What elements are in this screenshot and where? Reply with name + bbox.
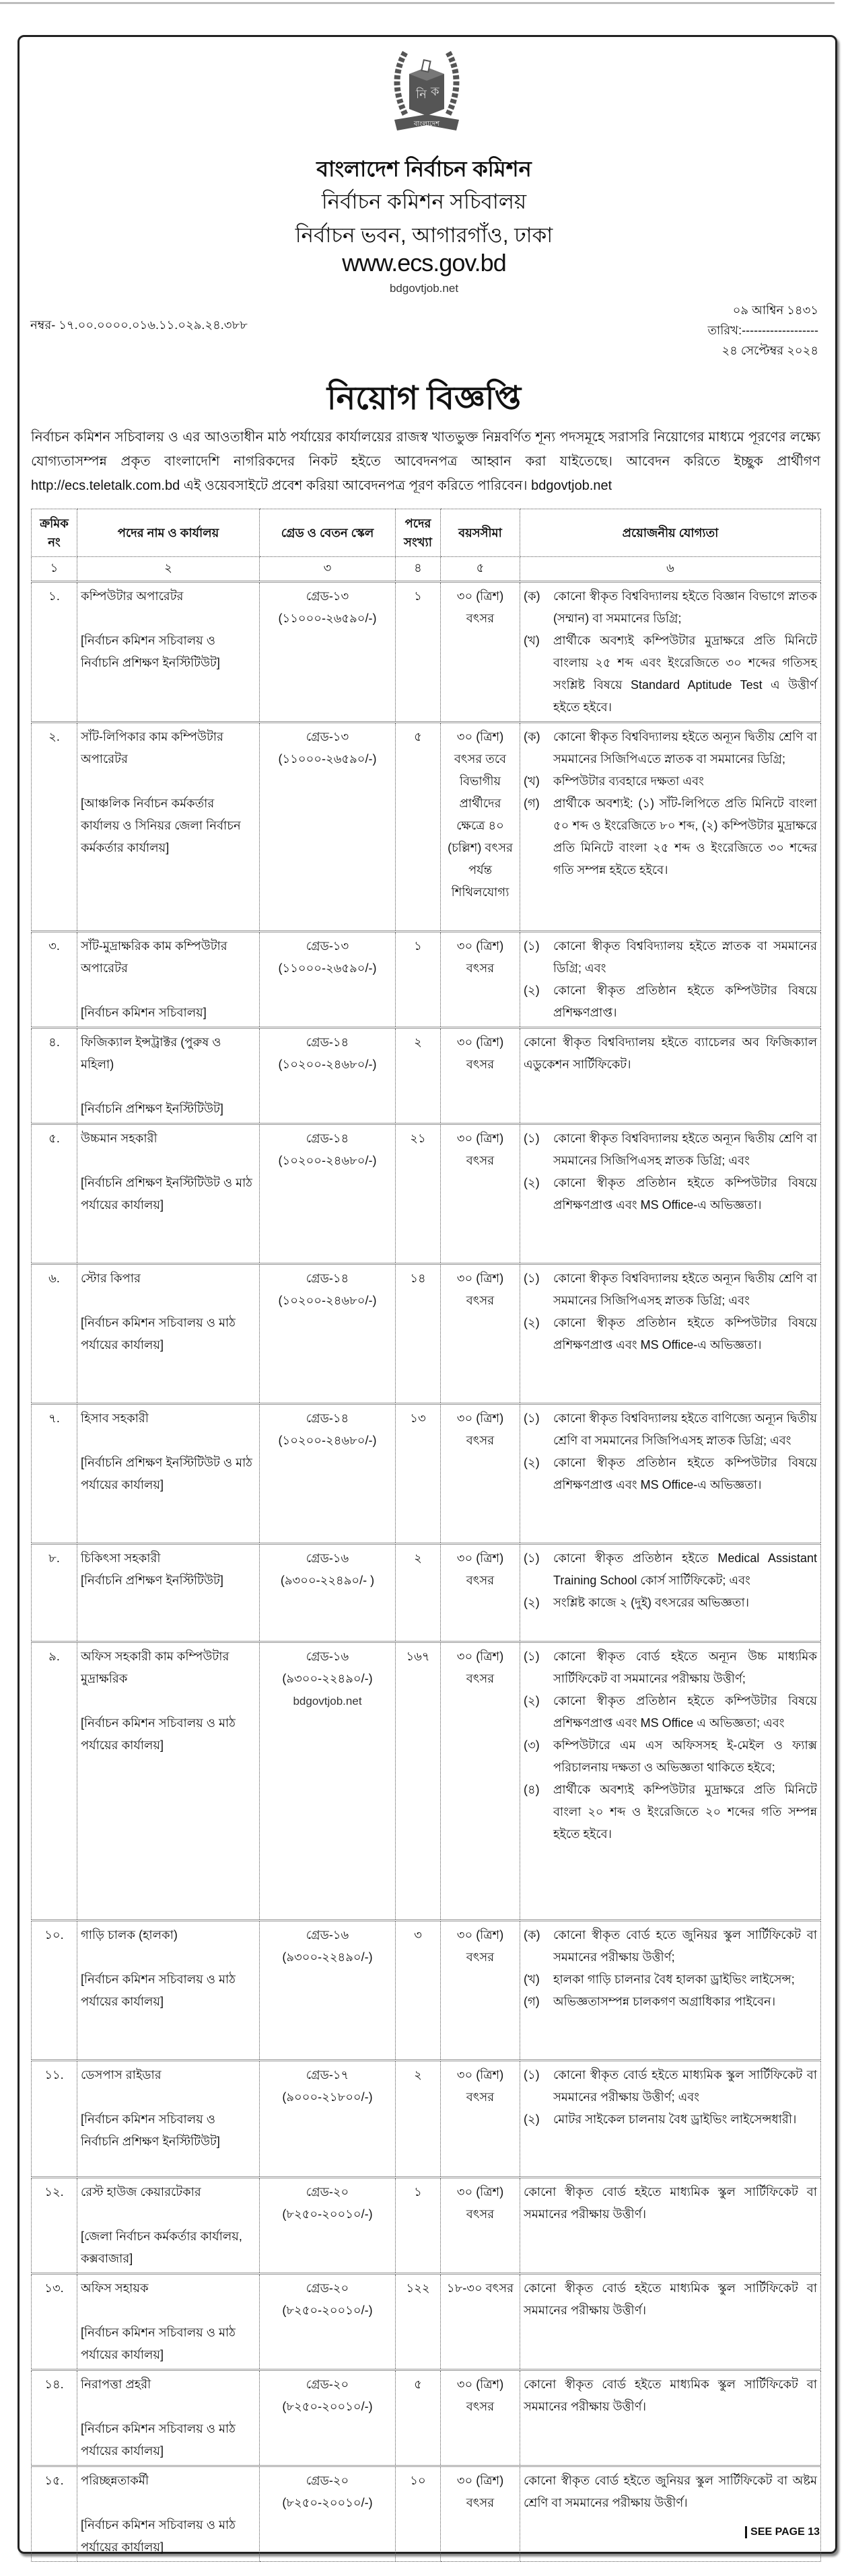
qualification-text: কোনো স্বীকৃত বোর্ড হইতে জুনিয়র স্কুল সার্টিফিকেট বা অষ্টম শ্রেণি বা সমমানের পরীক্ষায় উত্তীর্ণ। — [524, 2474, 817, 2509]
qualification-cell — [520, 1921, 821, 2061]
grade-cell — [260, 1264, 396, 1404]
grade-cell — [260, 1028, 396, 1124]
column-number: ৪ — [396, 557, 441, 582]
grade: গ্রেড-২০ — [306, 2185, 349, 2199]
posts-count-cell: ১ — [396, 2178, 441, 2274]
grade: গ্রেড-১৩ — [306, 939, 349, 953]
qualification-item — [524, 793, 817, 881]
table-row — [32, 1404, 821, 1544]
qualification-text: কোনো স্বীকৃত প্রতিষ্ঠান হইতে কম্পিউটার বিষয়ে প্রশিক্ষণপ্রাপ্ত এবং MS Office-এ অভিজ্ঞতা। — [553, 1456, 817, 1492]
qualification-text: কোনো স্বীকৃত বোর্ড হইতে মাধ্যমিক স্কুল সার্টিফিকেট বা সমমানের পরীক্ষায় উত্তীর্ণ। — [524, 2281, 817, 2317]
qualification-text: প্রার্থীকে অবশ্যই: (১) সাঁট-লিপিতে প্রতি মিনিটে বাংলা ৫০ শব্দ ও ইংরেজিতে ৮০ শব্দ, (২) কম্পিউটার মুদ্রাক্ষরে প্রতি মিনিটে বাংলা ২৫ শব্দ ও ইংরেজিতে ৩০ শব্দের গতি সম্পন্ন হইতে হইবে। — [553, 797, 817, 877]
posts-count-cell: ১৩ — [396, 1404, 441, 1544]
grade-cell — [260, 582, 396, 723]
qualification-item — [524, 1779, 817, 1845]
qualification-text: কোনো স্বীকৃত প্রতিষ্ঠান হইতে Medical Assistant Training School কোর্স সার্টিফিকেট; এবং — [553, 1551, 817, 1587]
post-office: [নির্বাচন কমিশন সচিবালয় ও নির্বাচনি প্রশিক্ষণ ইনস্টিটিউট] — [81, 2112, 220, 2148]
qualification-item — [524, 1968, 817, 1991]
qualification-marker: (গ) — [524, 1995, 540, 2008]
qualification-item — [524, 1452, 817, 1496]
grade: গ্রেড-১৪ — [306, 1272, 349, 1285]
posts-count-cell: ১ — [396, 932, 441, 1028]
column-number: ১ — [32, 557, 77, 582]
qualification-text: কোনো স্বীকৃত বিশ্ববিদ্যালয় হইতে অন্যূন দ্বিতীয় শ্রেণি বা সমমানের সিজিপিএতে স্নাতক বা সমমানের ডিগ্রি; — [553, 730, 817, 766]
pay-scale: (৯৩০০-২২৪৯০/-) — [282, 1950, 373, 1964]
watermark: bdgovtjob.net — [293, 1695, 362, 1707]
qualification-item — [524, 1128, 817, 1172]
qualification-cell — [520, 1124, 821, 1264]
qualification-marker: (গ) — [524, 797, 540, 810]
grade: গ্রেড-২০ — [306, 2474, 349, 2487]
date-label: তারিখ:------------------- — [707, 324, 818, 337]
qualification-cell — [520, 2061, 821, 2178]
table-row — [32, 2466, 821, 2562]
posts-count-cell: ২১ — [396, 1124, 441, 1264]
post-cell — [77, 1404, 260, 1544]
serial-cell: ৯. — [32, 1642, 77, 1921]
qualification-item — [524, 1172, 817, 1216]
qualification-marker: (১) — [524, 939, 540, 953]
qualification-marker: (ক) — [524, 1928, 540, 1942]
top-divider — [0, 2, 835, 4]
grade: গ্রেড-১৬ — [306, 1650, 349, 1663]
qualification-item — [524, 1592, 817, 1614]
table-row — [32, 1921, 821, 2061]
qualification-item — [524, 1924, 817, 1968]
qualification-text: কোনো স্বীকৃত বোর্ড হইতে মাধ্যমিক স্কুল সার্টিফিকেট বা সমমানের পরীক্ষায় উত্তীর্ণ। — [524, 2185, 817, 2221]
table-row — [32, 932, 821, 1028]
age-limit-cell: ৩০ (ত্রিশ) বৎসর — [441, 2466, 520, 2562]
election-commission-logo — [385, 47, 468, 135]
grade-cell — [260, 2178, 396, 2274]
post-name: হিসাব সহকারী — [81, 1411, 149, 1425]
posts-count-cell: ১৪ — [396, 1264, 441, 1404]
qualification-text: কোনো স্বীকৃত বিশ্ববিদ্যালয় হইতে বিজ্ঞান বিভাগে স্নাতক (সম্মান) বা সমমানের ডিগ্রি; — [553, 589, 817, 625]
qualification-marker: (১) — [524, 1132, 540, 1145]
qualification-item — [524, 2064, 817, 2108]
age-limit-cell: ৩০ (ত্রিশ) বৎসর — [441, 1642, 520, 1921]
post-name: সাঁট-লিপিকার কাম কম্পিউটার অপারেটর — [81, 730, 223, 766]
qualification-text: প্রার্থীকে অবশ্যই কম্পিউটার মুদ্রাক্ষরে প্রতি মিনিটে বাংলা ২০ শব্দ ও ইংরেজিতে ২০ শব্দের গতি সম্পন্ন হইতে হইবে। — [553, 1783, 817, 1841]
posts-count-cell: ১২২ — [396, 2274, 441, 2370]
qualification-item — [524, 1734, 817, 1779]
grade-cell — [260, 723, 396, 932]
serial-cell: ৪. — [32, 1028, 77, 1124]
qualification-text: কোনো স্বীকৃত বিশ্ববিদ্যালয় হইতে স্নাতক বা সমমানের ডিগ্রি; এবং — [553, 939, 817, 975]
vacancy-table — [31, 509, 821, 2562]
pay-scale: (১০২০০-২৪৬৮০/-) — [278, 1154, 377, 1167]
age-limit-cell: ৩০ (ত্রিশ) বৎসর — [441, 932, 520, 1028]
post-name: পরিচ্ছন্নতাকর্মী — [81, 2474, 149, 2487]
serial-cell: ৩. — [32, 932, 77, 1028]
svg-text:ক: ক — [431, 85, 439, 98]
post-cell — [77, 1124, 260, 1264]
qualification-marker: (২) — [524, 984, 540, 997]
post-office: [নির্বাচনি প্রশিক্ষণ ইনস্টিটিউট] — [81, 1574, 223, 1587]
pay-scale: (৯০০০-২১৮০০/-) — [282, 2090, 373, 2104]
qualification-marker: (২) — [524, 1176, 540, 1189]
qualification-cell — [520, 1028, 821, 1124]
grade-cell — [260, 1642, 396, 1921]
qualification-item — [524, 980, 817, 1024]
posts-count-cell: ২ — [396, 1028, 441, 1124]
qualification-marker: (খ) — [524, 1973, 540, 1986]
serial-cell: ১০. — [32, 1921, 77, 2061]
post-cell — [77, 582, 260, 723]
qualification-text: কোনো স্বীকৃত প্রতিষ্ঠান হইতে কম্পিউটার বিষয়ে প্রশিক্ষণপ্রাপ্ত এবং MS Office এ অভিজ্ঞতা; এবং — [553, 1694, 817, 1730]
qualification-item — [524, 726, 817, 770]
posts-count-cell: ১০ — [396, 2466, 441, 2562]
date-bangla: ০৯ আশ্বিন ১৪৩১ — [732, 303, 818, 317]
posts-count-cell: ৩ — [396, 1921, 441, 2061]
header-grade: গ্রেড ও বেতন স্কেল — [260, 509, 396, 557]
qualification-text: মোটর সাইকেল চালনায় বৈধ ড্রাইভিং লাইসেন্সধারী। — [553, 2112, 797, 2126]
post-cell — [77, 723, 260, 932]
qualification-item — [524, 1547, 817, 1592]
post-name: কম্পিউটার অপারেটর — [81, 589, 184, 603]
qualification-cell — [520, 1544, 821, 1642]
age-limit-cell: ৩০ (ত্রিশ) বৎসর — [441, 1264, 520, 1404]
qualification-text: কোনো স্বীকৃত প্রতিষ্ঠান হইতে কম্পিউটার বিষয়ে প্রশিক্ষণপ্রাপ্ত এবং MS Office-এ অভিজ্ঞতা। — [553, 1316, 817, 1352]
watermark: bdgovtjob.net — [389, 282, 459, 295]
qualification-marker: (ক) — [524, 589, 540, 603]
qualification-text: কোনো স্বীকৃত বোর্ড হতে জুনিয়র স্কুল সার্টিফিকেট বা সমমানের পরীক্ষায় উত্তীর্ণ; — [553, 1928, 817, 1964]
qualification-item — [524, 1646, 817, 1690]
qualification-cell — [520, 1264, 821, 1404]
grade-cell — [260, 932, 396, 1028]
pay-scale: (১১০০০-২৬৫৯০/-) — [278, 961, 377, 975]
age-limit-cell: ৩০ (ত্রিশ) বৎসর — [441, 2061, 520, 2178]
date-english: ২৪ সেপ্টেম্বর ২০২৪ — [721, 344, 818, 357]
column-number: ৩ — [260, 557, 396, 582]
post-name: ডেসপাস রাইডার — [81, 2068, 162, 2082]
qualification-marker: (২) — [524, 1456, 540, 1469]
grade-cell — [260, 1124, 396, 1264]
qualification-marker: (৩) — [524, 1738, 540, 1752]
post-cell — [77, 2178, 260, 2274]
grade-cell — [260, 2370, 396, 2466]
qualification-item — [524, 770, 817, 793]
qualification-marker: (ক) — [524, 730, 540, 743]
qualification-text: কম্পিউটারে এম এস অফিসসহ ই-মেইল ও ফ্যাক্স পরিচালনায় দক্ষতা ও অভিজ্ঞতা থাকিতে হইবে; — [553, 1738, 817, 1774]
qualification-text: কোনো স্বীকৃত প্রতিষ্ঠান হইতে কম্পিউটার বিষয়ে প্রশিক্ষণপ্রাপ্ত। — [553, 984, 817, 1019]
posts-count-cell: ২ — [396, 1544, 441, 1642]
table-row — [32, 2274, 821, 2370]
qualification-text: কোনো স্বীকৃত বোর্ড হইতে মাধ্যমিক স্কুল সার্টিফিকেট বা সমমানের পরীক্ষায় উত্তীর্ণ। — [524, 2378, 817, 2413]
post-cell — [77, 2466, 260, 2562]
qualification-text: হালকা গাড়ি চালনার বৈধ হালকা ড্রাইভিং লাইসেন্স; — [553, 1973, 795, 1986]
qualification-text: অভিজ্ঞতাসম্পন্ন চালকগণ অগ্রাধিকার পাইবেন। — [553, 1995, 776, 2008]
address: নির্বাচন ভবন, আগারগাঁও, ঢাকা — [295, 223, 553, 247]
table-row — [32, 723, 821, 932]
age-limit-cell: ৩০ (ত্রিশ) বৎসর — [441, 1404, 520, 1544]
qualification-text: কম্পিউটার ব্যবহারে দক্ষতা এবং — [553, 774, 704, 788]
grade-cell — [260, 1544, 396, 1642]
grade: গ্রেড-১৬ — [306, 1928, 349, 1942]
qualification-item — [524, 1991, 817, 2013]
serial-cell: ১. — [32, 582, 77, 723]
post-office: [নির্বাচনি প্রশিক্ষণ ইনস্টিটিউট] — [81, 1102, 223, 1115]
table-row — [32, 1544, 821, 1642]
pay-scale: (৯৩০০-২২৪৯০/-) — [282, 1672, 373, 1685]
serial-cell: ৬. — [32, 1264, 77, 1404]
svg-text:নি: নি — [416, 87, 427, 101]
qualification-item — [524, 935, 817, 980]
pay-scale: (৯৩০০-২২৪৯০/- ) — [280, 1574, 375, 1587]
pay-scale: (১০২০০-২৪৬৮০/-) — [278, 1434, 377, 1447]
post-cell — [77, 2274, 260, 2370]
grade: গ্রেড-১৪ — [306, 1411, 349, 1425]
grade: গ্রেড-১৪ — [306, 1035, 349, 1049]
memo-number: নম্বর- ১৭.০০.০০০০.০১৬.১১.০২৯.২৪.৩৮৮ — [30, 318, 248, 332]
qualification-marker: (১) — [524, 2068, 540, 2082]
qualification-item — [524, 1312, 817, 1356]
post-name: সাঁট-মুদ্রাক্ষরিক কাম কম্পিউটার অপারেটর — [81, 939, 227, 975]
grade-cell — [260, 1921, 396, 2061]
qualification-text: কোনো স্বীকৃত বোর্ড হইতে অন্যূন উচ্চ মাধ্যমিক সার্টিফিকেট বা সমমানের পরীক্ষায় উত্তীর্ণ; — [553, 1650, 817, 1685]
website[interactable]: www.ecs.gov.bd — [342, 249, 506, 277]
grade: গ্রেড-১৭ — [306, 2068, 349, 2082]
post-name: উচ্চমান সহকারী — [81, 1132, 157, 1145]
grade-cell — [260, 2274, 396, 2370]
column-number-row — [32, 557, 821, 582]
header-serial: ক্রমিক নং — [32, 509, 77, 557]
serial-cell: ২. — [32, 723, 77, 932]
table-row — [32, 1028, 821, 1124]
qualification-item — [524, 630, 817, 719]
serial-cell: ১৩. — [32, 2274, 77, 2370]
qualification-text: কোনো স্বীকৃত বিশ্ববিদ্যালয় হইতে বাণিজ্যে অন্যূন দ্বিতীয় শ্রেণি বা সমমানের সিজিপিএসহ স্নাতক ডিগ্রি; এবং — [553, 1411, 817, 1447]
serial-cell: ১৫. — [32, 2466, 77, 2562]
post-cell — [77, 1028, 260, 1124]
qualification-text: কোনো স্বীকৃত বোর্ড হইতে মাধ্যমিক স্কুল সার্টিফিকেট বা সমমানের পরীক্ষায় উত্তীর্ণ; এবং — [553, 2068, 817, 2104]
date-block — [708, 300, 819, 361]
post-office: [নির্বাচনি প্রশিক্ষণ ইনস্টিটিউট ও মাঠ পর্যায়ের কার্যালয়] — [81, 1176, 252, 1212]
notice-title: নিয়োগ বিজ্ঞপ্তি — [326, 381, 522, 416]
posts-count-cell: ২ — [396, 2061, 441, 2178]
post-office: [নির্বাচন কমিশন সচিবালয় ও নির্বাচনি প্রশিক্ষণ ইনস্টিটিউট] — [81, 634, 220, 669]
serial-cell: ৮. — [32, 1544, 77, 1642]
qualification-item — [524, 585, 817, 630]
qualification-item — [524, 1267, 817, 1312]
post-name: নিরাপত্তা প্রহরী — [81, 2378, 151, 2391]
pay-scale: (৮২৫০-২০০১০/-) — [282, 2496, 373, 2509]
post-office: [নির্বাচন কমিশন সচিবালয় ও মাঠ পর্যায়ের কার্যালয়] — [81, 2422, 236, 2458]
age-limit-cell: ৩০ (ত্রিশ) বৎসর — [441, 1921, 520, 2061]
qualification-cell — [520, 2274, 821, 2370]
qualification-cell — [520, 2178, 821, 2274]
grade: গ্রেড-১৬ — [306, 1551, 349, 1565]
age-limit-cell: ৩০ (ত্রিশ) বৎসর — [441, 1124, 520, 1264]
table-row — [32, 1264, 821, 1404]
posts-count-cell: ১ — [396, 582, 441, 723]
post-office: [নির্বাচন কমিশন সচিবালয় ও মাঠ পর্যায়ের কার্যালয়] — [81, 2518, 236, 2554]
see-page-note: SEE PAGE 13 — [745, 2526, 820, 2538]
pay-scale: (১১০০০-২৬৫৯০/-) — [278, 752, 377, 766]
header-post: পদের নাম ও কার্যালয় — [77, 509, 260, 557]
table-row — [32, 1642, 821, 1921]
qualification-cell — [520, 2370, 821, 2466]
qualification-text: কোনো স্বীকৃত বিশ্ববিদ্যালয় হইতে অন্যূন দ্বিতীয় শ্রেণি বা সমমানের সিজিপিএসহ স্নাতক ডিগ্রি; এবং — [553, 1132, 817, 1167]
posts-count-cell: ৫ — [396, 723, 441, 932]
post-cell — [77, 1544, 260, 1642]
post-cell — [77, 2061, 260, 2178]
post-office: [নির্বাচন কমিশন সচিবালয় ও মাঠ পর্যায়ের কার্যালয়] — [81, 1973, 236, 2008]
qualification-marker: (২) — [524, 1316, 540, 1329]
post-cell — [77, 1264, 260, 1404]
age-limit-cell: ৩০ (ত্রিশ) বৎসর — [441, 2178, 520, 2274]
table-row — [32, 2061, 821, 2178]
pay-scale: (১০২০০-২৪৬৮০/-) — [278, 1294, 377, 1307]
qualification-marker: (১) — [524, 1650, 540, 1663]
post-name: স্টোর কিপার — [81, 1272, 141, 1285]
notice-paragraph: নির্বাচন কমিশন সচিবালয় ও এর আওতাধীন মাঠ পর্যায়ের কার্যালয়ের রাজস্ব খাতভুক্ত নিম্নবর্ণিত শূন্য পদসমূহে সরাসরি নিয়োগের মাধ্যমে পূরণের লক্ষ্যে যোগ্যতাসম্পন্ন প্রকৃত বাংলাদেশি নাগরিকদের নিকট হইতে আবেদনপত্র আহ্বান করা যাইতেছে। আবেদন করিতে ইচ্ছুক প্রার্থীগণ http://ecs.teletalk.com.bd এই ওয়েবসাইটে প্রবেশ করিয়া আবেদনপত্র পূরণ করিতে পারিবেন। bdgovtjob.net — [31, 430, 820, 493]
qualification-marker: (৪) — [524, 1783, 540, 1796]
grade-cell — [260, 2061, 396, 2178]
serial-cell: ১১. — [32, 2061, 77, 2178]
post-office: [নির্বাচনি প্রশিক্ষণ ইনস্টিটিউট ও মাঠ পর্যায়ের কার্যালয়] — [81, 1456, 252, 1492]
grade: গ্রেড-১৩ — [306, 589, 349, 603]
age-limit-cell: ৩০ (ত্রিশ) বৎসর — [441, 1028, 520, 1124]
qualification-cell — [520, 932, 821, 1028]
grade: গ্রেড-১৪ — [306, 1132, 349, 1145]
qualification-marker: (২) — [524, 1596, 540, 1609]
qualification-marker: (খ) — [524, 774, 540, 788]
post-name: চিকিৎসা সহকারী — [81, 1551, 161, 1565]
pay-scale: (৮২৫০-২০০১০/-) — [282, 2304, 373, 2317]
post-office: [নির্বাচন কমিশন সচিবালয় ও মাঠ পর্যায়ের কার্যালয়] — [81, 1716, 236, 1752]
pay-scale: (১১০০০-২৬৫৯০/-) — [278, 612, 377, 625]
qualification-marker: (১) — [524, 1272, 540, 1285]
secretariat-name: নির্বাচন কমিশন সচিবালয় — [321, 190, 527, 213]
grade: গ্রেড-২০ — [306, 2281, 349, 2295]
column-number: ৫ — [441, 557, 520, 582]
post-cell — [77, 932, 260, 1028]
org-name: বাংলাদেশ নির্বাচন কমিশন — [316, 157, 532, 181]
serial-cell: ৭. — [32, 1404, 77, 1544]
serial-cell: ১৪. — [32, 2370, 77, 2466]
post-office: [নির্বাচন কমিশন সচিবালয়] — [81, 1006, 207, 1019]
qualification-text: কোনো স্বীকৃত বিশ্ববিদ্যালয় হইতে অন্যূন দ্বিতীয় শ্রেণি বা সমমানের সিজিপিএসহ স্নাতক ডিগ্রি; এবং — [553, 1272, 817, 1307]
post-office: [নির্বাচন কমিশন সচিবালয় ও মাঠ পর্যায়ের কার্যালয়] — [81, 2326, 236, 2361]
column-number: ৬ — [520, 557, 821, 582]
grade: গ্রেড-১৩ — [306, 730, 349, 743]
age-limit-cell: ৩০ (ত্রিশ) বৎসর — [441, 1544, 520, 1642]
pay-scale: (৮২৫০-২০০১০/-) — [282, 2207, 373, 2221]
column-number: ২ — [77, 557, 260, 582]
qualification-cell — [520, 1642, 821, 1921]
post-name: ফিজিক্যাল ইন্সট্রাক্টর (পুরুষ ও মহিলা) — [81, 1035, 221, 1071]
qualification-marker: (১) — [524, 1551, 540, 1565]
grade-cell — [260, 2466, 396, 2562]
grade-cell — [260, 1404, 396, 1544]
post-cell — [77, 2370, 260, 2466]
post-name: অফিস সহকারী কাম কম্পিউটার মুদ্রাক্ষরিক — [81, 1650, 229, 1685]
header-qualification: প্রয়োজনীয় যোগ্যতা — [520, 509, 821, 557]
qualification-item — [524, 2108, 817, 2131]
pay-scale: (১০২০০-২৪৬৮০/-) — [278, 1058, 377, 1071]
table-row — [32, 582, 821, 723]
qualification-marker: (১) — [524, 1411, 540, 1425]
qualification-text: সংশ্লিষ্ট কাজে ২ (দুই) বৎসরের অভিজ্ঞতা। — [553, 1596, 750, 1609]
qualification-text: কোনো স্বীকৃত প্রতিষ্ঠান হইতে কম্পিউটার বিষয়ে প্রশিক্ষণপ্রাপ্ত এবং MS Office-এ অভিজ্ঞতা। — [553, 1176, 817, 1212]
qualification-item — [524, 1690, 817, 1734]
post-name: অফিস সহায়ক — [81, 2281, 149, 2295]
posts-count-cell: ৫ — [396, 2370, 441, 2466]
age-limit-cell: ৩০ (ত্রিশ) বৎসর — [441, 2370, 520, 2466]
posts-count-cell: ১৬৭ — [396, 1642, 441, 1921]
qualification-marker: (২) — [524, 2112, 540, 2126]
age-limit-cell: ৩০ (ত্রিশ) বৎসর — [441, 582, 520, 723]
age-limit-cell: ১৮-৩০ বৎসর — [441, 2274, 520, 2370]
qualification-text: কোনো স্বীকৃত বিশ্ববিদ্যালয় হইতে ব্যাচেলর অব ফিজিক্যাল এডুকেশন সার্টিফিকেট। — [524, 1035, 817, 1071]
post-office: [আঞ্চলিক নির্বাচন কর্মকর্তার কার্যালয় ও সিনিয়র জেলা নির্বাচন কর্মকর্তার কার্যালয়] — [81, 797, 241, 854]
qualification-cell — [520, 1404, 821, 1544]
serial-cell: ৫. — [32, 1124, 77, 1264]
qualification-cell — [520, 723, 821, 932]
qualification-cell — [520, 582, 821, 723]
logo-ribbon-text: বাংলাদেশ — [413, 120, 440, 128]
post-name: রেস্ট হাউজ কেয়ারটেকার — [81, 2185, 201, 2199]
post-office: [জেলা নির্বাচন কর্মকর্তার কার্যালয়, কক্সবাজার] — [81, 2230, 242, 2265]
qualification-text: প্রার্থীকে অবশ্যই কম্পিউটার মুদ্রাক্ষরে প্রতি মিনিটে বাংলায় ২৫ শব্দ এবং ইংরেজিতে ৩০ শব্দের গতিসহ সংশ্লিষ্ট বিষয়ে Standard Aptitude Test এ উত্তীর্ণ হইতে হইবে। — [553, 634, 817, 714]
qualification-item — [524, 1407, 817, 1452]
table-row — [32, 1124, 821, 1264]
age-limit-cell: ৩০ (ত্রিশ) বৎসর তবে বিভাগীয় প্রার্থীদের ক্ষেত্রে ৪০ (চল্লিশ) বৎসর পর্যন্ত শিথিলযোগ্য — [441, 723, 520, 932]
qualification-marker: (খ) — [524, 634, 540, 647]
table-row — [32, 2370, 821, 2466]
qualification-marker: (২) — [524, 1694, 540, 1707]
post-name: গাড়ি চালক (হালকা) — [81, 1928, 178, 1942]
serial-cell: ১২. — [32, 2178, 77, 2274]
post-cell — [77, 1921, 260, 2061]
header-posts-count: পদের সংখ্যা — [396, 509, 441, 557]
qualification-cell — [520, 2466, 821, 2562]
table-row — [32, 2178, 821, 2274]
post-office: [নির্বাচন কমিশন সচিবালয় ও মাঠ পর্যায়ের কার্যালয়] — [81, 1316, 236, 1352]
header-age: বয়সসীমা — [441, 509, 520, 557]
pay-scale: (৮২৫০-২০০১০/-) — [282, 2400, 373, 2413]
post-cell — [77, 1642, 260, 1921]
table-header-row — [32, 509, 821, 557]
grade: গ্রেড-২০ — [306, 2378, 349, 2391]
